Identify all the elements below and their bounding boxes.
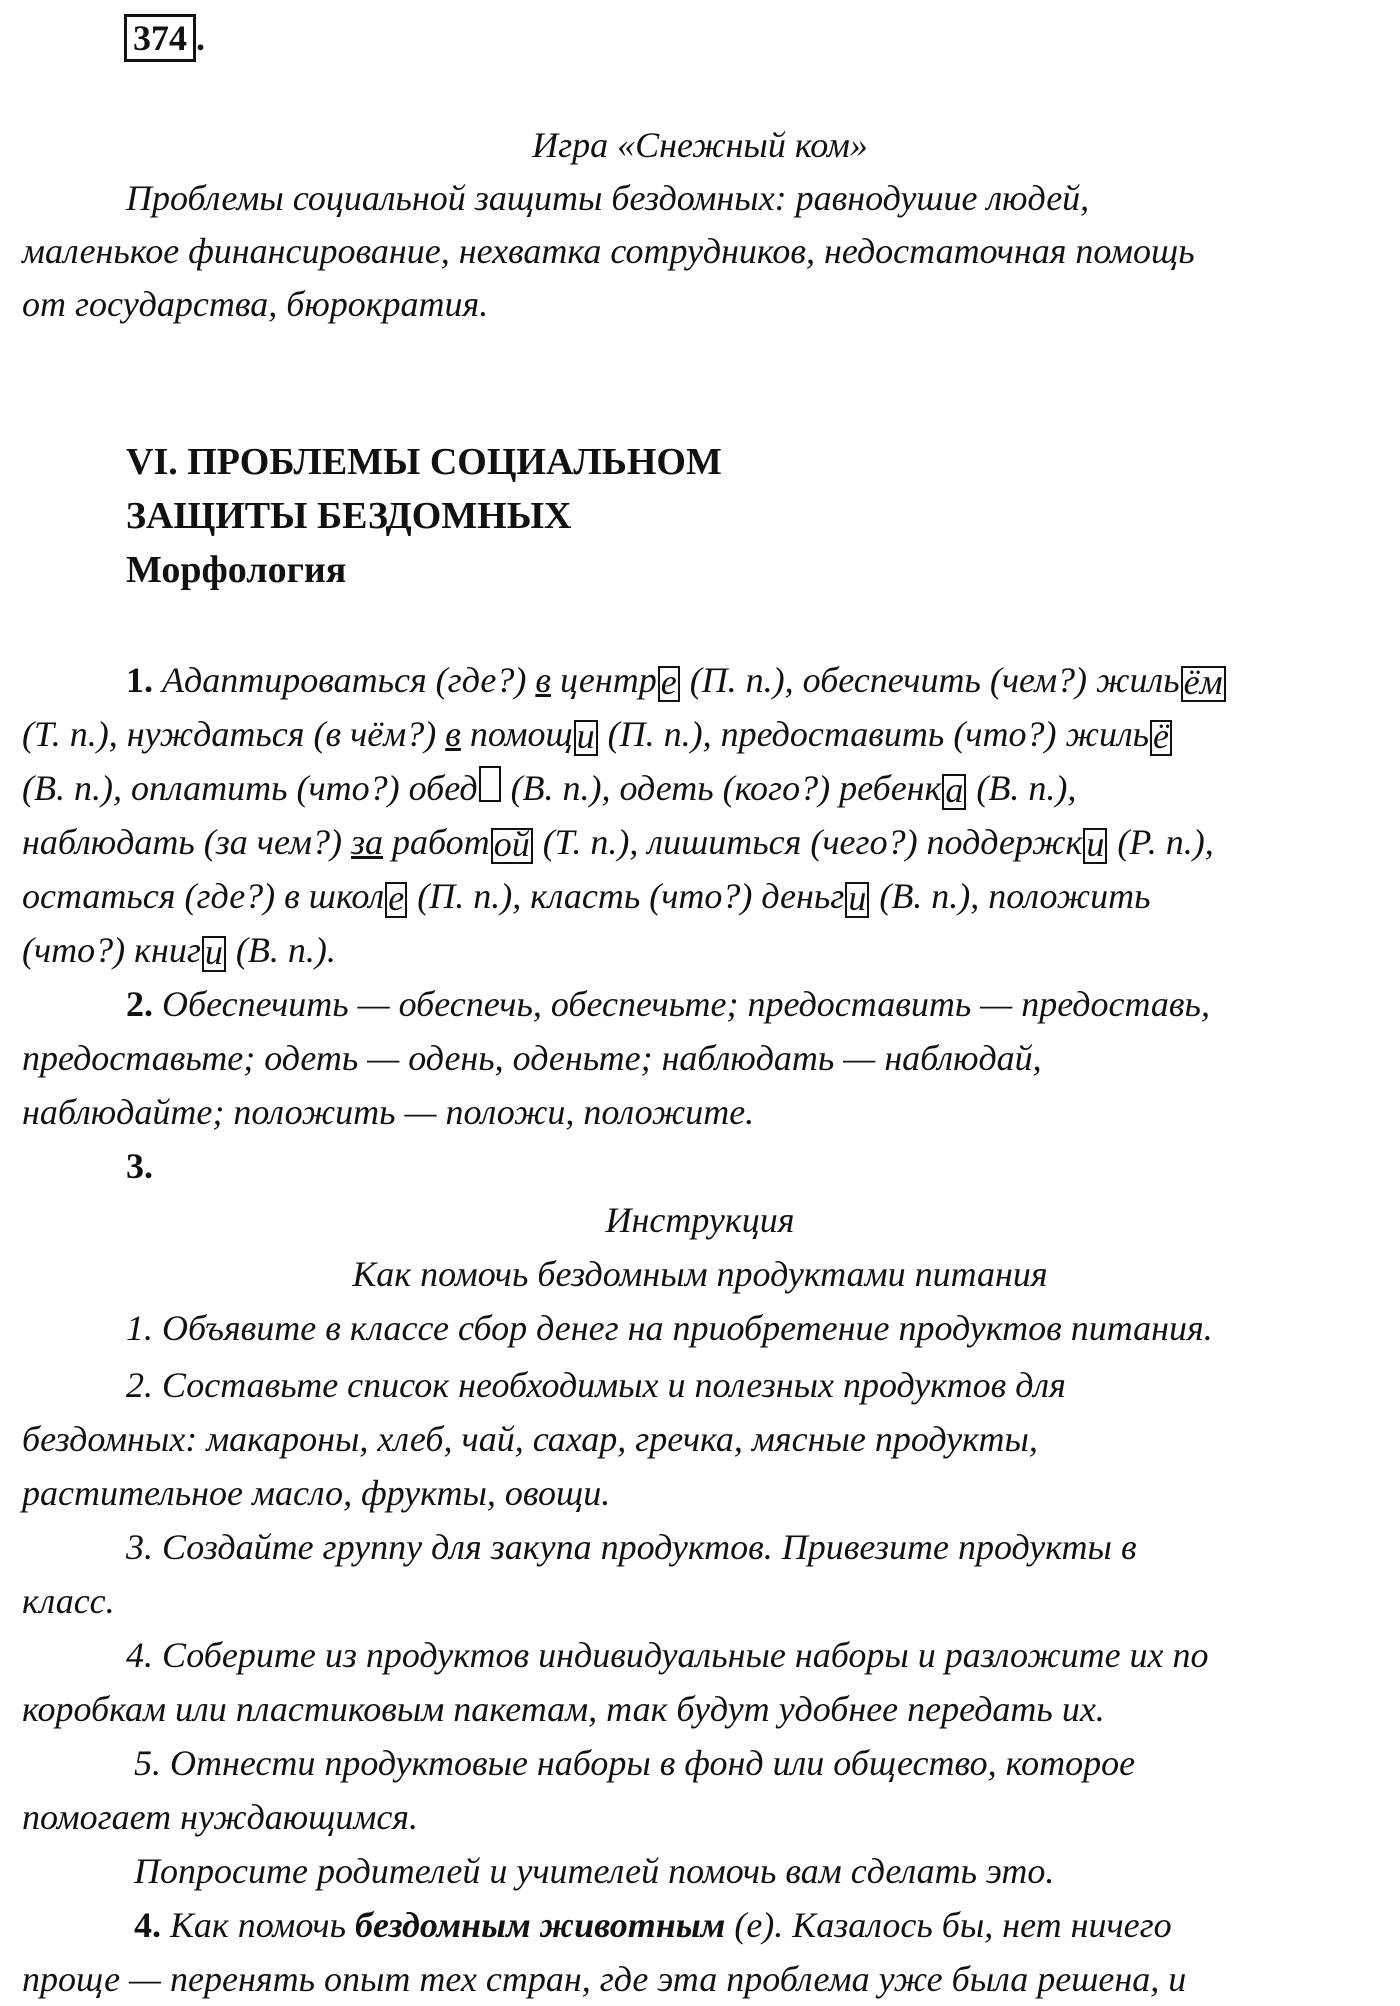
ending-box: и	[1083, 828, 1107, 864]
ex2-line-1	[22, 977, 1382, 1031]
ex3-title: Инструкция	[605, 1200, 795, 1240]
section-title-line-1: VI. ПРОБЛЕМЫ СОЦИАЛЬНОМ	[126, 441, 722, 483]
ex1-text: (Р. п.),	[1108, 822, 1214, 862]
ex1-line-3	[22, 761, 1382, 815]
ex3-number: 3.	[126, 1146, 153, 1186]
ending-box: а	[942, 774, 966, 810]
task-number-suffix: .	[196, 18, 205, 58]
intro-line-2: маленькое финансирование, нехватка сотрудников, недостаточная помощь	[22, 231, 1195, 271]
ex1-text: Адаптироваться (где?)	[162, 660, 536, 700]
ending-box: и	[574, 720, 598, 756]
ex1-line-5	[22, 869, 1382, 923]
ex1-text: (что?) книг	[22, 930, 201, 970]
ex4-text: Как помочь	[170, 1905, 355, 1945]
ex1-text: (П. п.), предоставить (что?) жиль	[598, 714, 1150, 754]
ex2-line-3: наблюдайте; положить — положи, положите.	[22, 1092, 755, 1132]
ex1-text: (П. п.), класть (что?) деньг	[408, 876, 845, 916]
task-number	[124, 14, 205, 62]
ex1-text: (В. п.),	[967, 768, 1077, 808]
ex4-text: (е). Казалось бы, нет ничего	[725, 1905, 1172, 1945]
ex1-line-1	[22, 653, 1382, 707]
game-title: Игра «Снежный ком»	[532, 125, 868, 165]
ex3-step-3-line-2: класс.	[22, 1581, 115, 1621]
ending-box: ой	[491, 828, 533, 864]
ex1-text: (Т. п.), лишиться (чего?) поддержк	[533, 822, 1083, 862]
ex3-step-3-line-1: 3. Создайте группу для закупа продуктов. Привезите продукты в	[126, 1527, 1137, 1567]
ex2-number: 2.	[126, 984, 153, 1024]
ex1-text: помощ	[460, 714, 573, 754]
ex1-text: (Т. п.), нуждаться (в чём?)	[22, 714, 446, 754]
ex2-line-2: предоставьте; одеть — одень, оденьте; наблюдать — наблюдай,	[22, 1038, 1042, 1078]
ex3-step-2-line-2: бездомных: макароны, хлеб, чай, сахар, гречка, мясные продукты,	[22, 1419, 1038, 1459]
ending-box: и	[845, 882, 869, 918]
ex3-closing: Попросите родителей и учителей помочь вам сделать это.	[134, 1851, 1055, 1891]
task-number-box	[124, 14, 196, 62]
ex1-line-4	[22, 815, 1382, 869]
ex1-text: (В. п.), одеть (кого?) ребенк	[501, 768, 942, 808]
ending-box: е	[658, 666, 680, 702]
ex1-text: наблюдать (за чем?)	[22, 822, 351, 862]
ex3-step-1: 1. Объявите в классе сбор денег на приобретение продуктов питания.	[126, 1308, 1213, 1348]
ex3-step-4-line-1: 4. Соберите из продуктов индивидуальные наборы и разложите их по	[126, 1635, 1209, 1675]
ex3-step-2-line-3: растительное масло, фрукты, овощи.	[22, 1473, 611, 1513]
ex4-bold-term: бездомным животным	[354, 1905, 726, 1945]
underlined-preposition: в	[445, 714, 461, 754]
ex1-number: 1.	[126, 660, 153, 700]
ex3-subtitle: Как помочь бездомным продуктами питания	[352, 1254, 1048, 1294]
ex2-text: Обеспечить — обеспечь, обеспечьте; предоставить — предоставь,	[162, 984, 1210, 1024]
ex4-line-1	[22, 1898, 1382, 1952]
ex1-text: (П. п.), обеспечить (чем?) жиль	[680, 660, 1180, 700]
ending-box: ём	[1181, 666, 1226, 702]
empty-ending-box	[479, 766, 501, 802]
ex3-step-2-line-1: 2. Составьте список необходимых и полезных продуктов для	[126, 1365, 1066, 1405]
ex4-number: 4.	[134, 1905, 161, 1945]
ex1-line-2	[22, 707, 1382, 761]
ending-box: е	[385, 882, 407, 918]
ex1-text: центр	[550, 660, 657, 700]
ex4-line-2: проще — перенять опыт тех стран, где эта проблема уже была решена, и	[22, 1959, 1187, 1999]
ex1-text: остаться (где?) в школ	[22, 876, 385, 916]
ex1-text: (В. п.), положить	[870, 876, 1151, 916]
task-number-text: 374	[133, 18, 187, 58]
underlined-preposition: за	[351, 822, 384, 862]
ex3-step-5-line-1: 5. Отнести продуктовые наборы в фонд или общество, которое	[134, 1743, 1136, 1783]
ex3-step-5-line-2: помогает нуждающимся.	[22, 1797, 419, 1837]
section-title-line-2: ЗАЩИТЫ БЕЗДОМНЫХ	[126, 495, 572, 537]
underlined-preposition: в	[535, 660, 551, 700]
ex1-line-6	[22, 923, 1382, 977]
intro-line-1: Проблемы социальной защиты бездомных: равнодушие людей,	[126, 178, 1090, 218]
ex1-text: (В. п.), оплатить (что?) обед	[22, 768, 478, 808]
section-subtitle: Морфология	[126, 549, 347, 591]
ending-box: ё	[1150, 720, 1172, 756]
ending-box: и	[202, 936, 226, 972]
ex1-text: (В. п.).	[226, 930, 336, 970]
ex1-text: работ	[383, 822, 490, 862]
ex3-step-4-line-2: коробкам или пластиковым пакетам, так будут удобнее передать их.	[22, 1689, 1105, 1729]
intro-line-3: от государства, бюрократия.	[22, 284, 489, 324]
